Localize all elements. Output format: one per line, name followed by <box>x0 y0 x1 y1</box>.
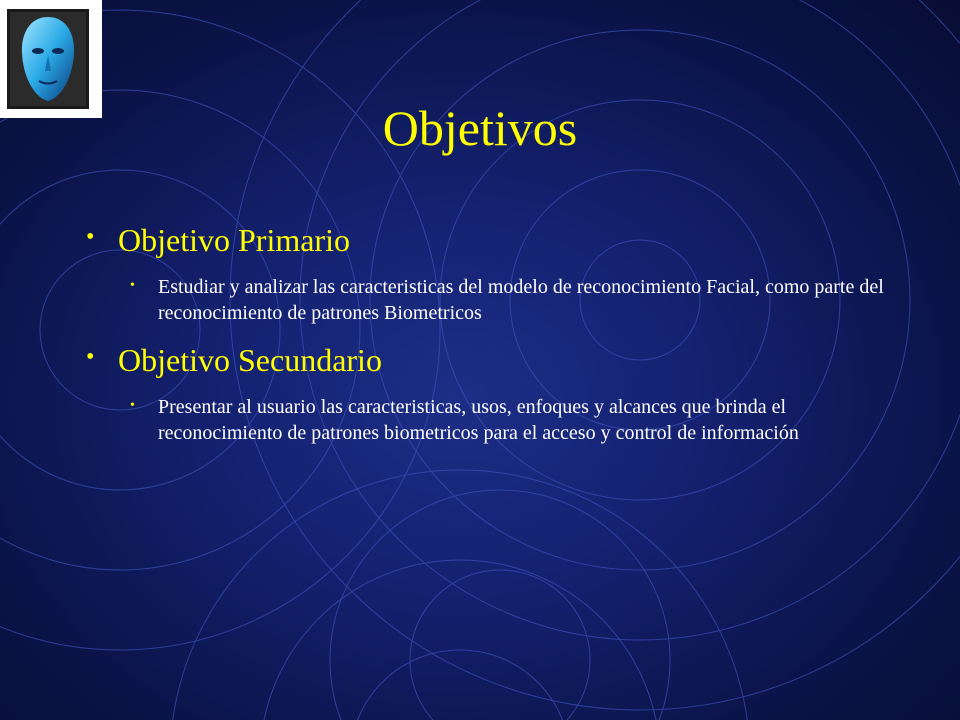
sub-bullet-icon: • <box>130 398 135 413</box>
bullet-objetivo-primario <box>86 218 906 262</box>
slide-title: Objetivos <box>382 100 578 156</box>
sub-bullet-icon: • <box>130 278 135 293</box>
bullet-list <box>86 218 906 446</box>
sub-bullet-objetivo-secundario <box>130 394 906 446</box>
sub-bullet-text: Estudiar y analizar las caracteristicas del modelo de reconocimiento Facial, como parte del reconocimiento de patrones Biometricos <box>158 276 884 324</box>
sub-bullet-objetivo-primario <box>130 274 906 326</box>
bullet-icon: • <box>86 344 95 370</box>
bullet-icon: • <box>86 224 95 250</box>
sub-bullet-text: Presentar al usuario las caracteristicas, usos, enfoques y alcances que brinda el reconocimiento de patrones biometricos para el acceso y control de información <box>158 396 799 444</box>
bullet-heading: Objetivo Secundario <box>118 342 382 378</box>
bullet-heading: Objetivo Primario <box>118 222 350 258</box>
bullet-objetivo-secundario <box>86 338 906 382</box>
